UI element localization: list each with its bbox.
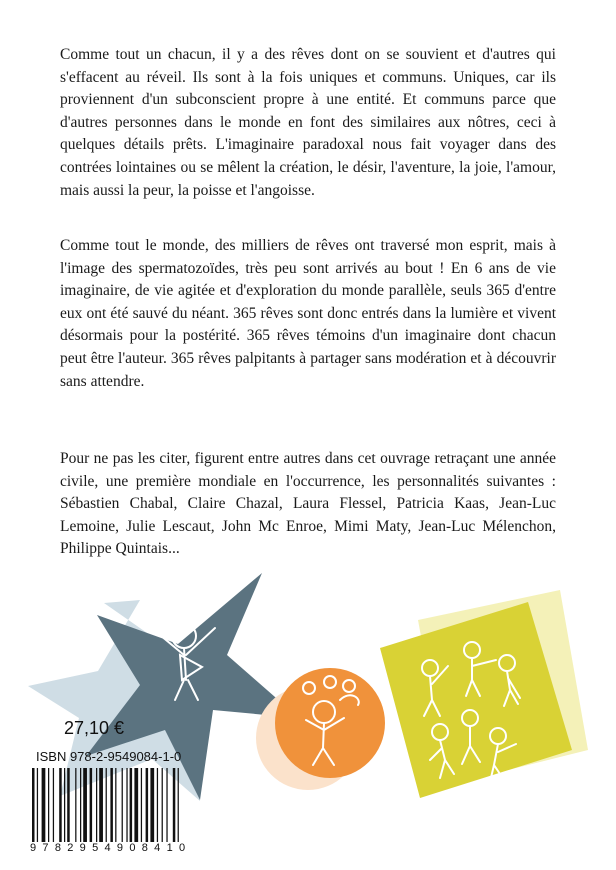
barcode-bar: [126, 768, 127, 844]
barcode-bar: [150, 768, 154, 844]
isbn-label: ISBN 978-2-9549084-1-0: [36, 749, 182, 764]
barcode-bar: [83, 768, 87, 844]
barcode-bar: [106, 768, 107, 844]
barcode-bar: [157, 768, 158, 844]
barcode-bar: [75, 768, 76, 844]
barcode-bar: [48, 768, 49, 844]
barcode-bar: [134, 768, 138, 844]
circle-shape: [275, 668, 385, 778]
barcode-digits: 9782954908410: [30, 842, 230, 854]
back-cover-paragraph-2: [60, 235, 556, 393]
barcode-bar: [115, 768, 116, 844]
barcode-bar: [32, 768, 35, 852]
barcode-bar: [162, 768, 163, 844]
barcode-bar: [67, 768, 70, 844]
barcode-bar: [37, 768, 38, 852]
paragraph-text: Pour ne pas les citer, figurent entre autres dans cet ouvrage retraçant une année civile, une première mondiale en l'occurrence, les personnalités suivantes : Sébastien Chabal, Claire Chazal, Laura Flessel, Patricia Kaas, Jean-Luc Lemoine, Julie Lescaut, John Mc Enroe, Mimi Maty, Jean-Luc Mélenchon, Philippe Quintais...: [60, 450, 556, 558]
barcode-bar: [178, 768, 179, 852]
barcode-bar: [130, 768, 133, 844]
barcode-bar: [96, 768, 97, 844]
barcode-bar: [141, 768, 142, 844]
barcode-bar: [59, 768, 62, 844]
barcode-bar: [122, 768, 123, 844]
paragraph-text: Comme tout le monde, des milliers de rêves ont traversé mon esprit, mais à l'image des spermatozoïdes, très peu sont arrivés au bout ! En 6 ans de vie imaginaire, de vie agitée et d'exploration du monde parallèle, seuls 365 d'entre eux ont été sauvé du néant. 365 rêves sont donc entrés dans la lumière et vivent désormais pour la postérité. 365 rêves témoins d'un imaginaire dont chacun peut être l'auteur. 365 rêves palpitants à partager sans modération et à découvrir sans attendre.: [60, 237, 556, 390]
back-cover-paragraph-3: [60, 448, 556, 561]
barcode-bar: [146, 768, 149, 844]
back-cover-paragraph-1: [60, 44, 556, 202]
barcode-bar: [42, 768, 46, 844]
barcode-bar: [166, 768, 167, 844]
barcode-bar: [110, 768, 113, 844]
barcode-bar: [53, 768, 54, 844]
paragraph-text: Comme tout un chacun, il y a des rêves dont on se souvient et d'autres qui s'effacent au réveil. Ils sont à la fois uniques et communs. Uniques, car ils proviennent d'un subconscient propre à une entité. Et communs parce que d'autres personnes dans le monde en font des similaires aux nôtres, ceci à quelques détails prêts. L'imaginaire paradoxal nous fait voyager dans des contrées lointaines ou se mêlent la création, le désir, l'aventure, la joie, l'amour, mais aussi la peur, la poisse et l'angoisse.: [60, 46, 556, 199]
barcode-bar: [80, 768, 81, 844]
price-label: 27,10 €: [64, 718, 125, 738]
barcode-bar: [90, 768, 93, 844]
barcode-bar: [64, 768, 65, 844]
barcode-bar: [99, 768, 103, 844]
barcode-bar: [173, 768, 176, 844]
